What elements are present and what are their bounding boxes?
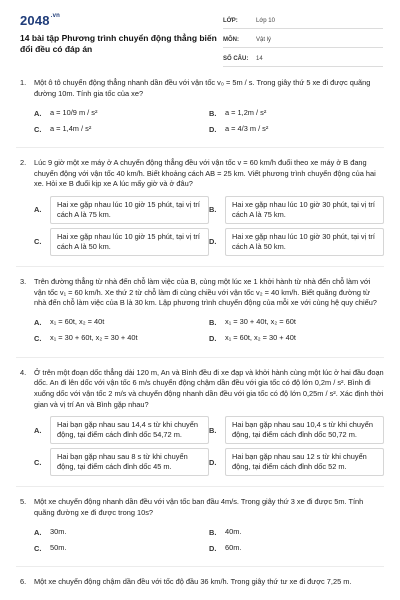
brand-suffix: .vn — [50, 13, 61, 19]
question-number: 3. — [20, 276, 27, 286]
option-text: a = 10/9 m / s² — [50, 107, 98, 117]
option-d[interactable] — [209, 540, 384, 556]
site-logo[interactable] — [20, 13, 60, 28]
brand-name: 2048 — [20, 13, 50, 28]
meta-class-value: Lớp 10 — [256, 18, 275, 24]
question-text: Một ô tô chuyển động thẳng nhanh dần đều với vận tốc v₀ = 5m / s. Trong giây thứ 5 xe đi được quãng đường 10m. Tính gia tốc của xe? — [34, 78, 371, 98]
option-d[interactable] — [209, 448, 384, 476]
option-text: a = 1,2m / s² — [225, 107, 267, 117]
question-number: 1. — [20, 78, 27, 87]
option-b[interactable] — [209, 315, 384, 331]
option-d[interactable] — [209, 121, 384, 137]
option-c[interactable] — [34, 540, 209, 556]
option-label: B. — [209, 425, 217, 435]
meta-info — [223, 14, 383, 71]
option-b[interactable] — [209, 524, 384, 540]
option-label: A. — [34, 527, 42, 537]
question-number: 2. — [20, 158, 27, 168]
option-text: a = 4/3 m / s² — [225, 123, 269, 133]
option-text: Hai bạn gặp nhau sau 8 s từ khi chuyển động, tại điểm cách đỉnh dốc 45 m. — [50, 448, 209, 476]
option-label: C. — [34, 543, 42, 553]
option-label: A. — [34, 205, 42, 215]
answer-options — [34, 196, 384, 256]
option-text: x₁ = 30 + 40t, x₂ = 60t — [225, 317, 296, 327]
option-d[interactable] — [209, 228, 384, 256]
option-text: Hai xe gặp nhau lúc 10 giờ 30 phút, tại vị trí cách A là 75 km. — [225, 196, 384, 224]
option-c[interactable] — [34, 228, 209, 256]
option-c[interactable] — [34, 448, 209, 476]
option-label: C. — [34, 124, 42, 134]
meta-count-row — [223, 52, 383, 67]
option-b[interactable] — [209, 416, 384, 444]
option-label: B. — [209, 318, 217, 328]
option-text: Hai xe gặp nhau lúc 10 giờ 15 phút, tại vị trí cách A là 75 km. — [50, 196, 209, 224]
option-label: D. — [209, 457, 217, 467]
question-text: Một xe chuyển động nhanh dần đều với vận tốc ban đầu 4m/s. Trong giây thứ 3 xe đi được 5m. Tính quãng đường xe đi được trong 10s? — [34, 497, 364, 517]
option-text: Hai bạn gặp nhau sau 14,4 s từ khi chuyển động, tại điểm cách đỉnh dốc 54,72 m. — [50, 416, 209, 444]
option-label: B. — [209, 108, 217, 118]
question-1 — [16, 78, 384, 137]
option-a[interactable] — [34, 416, 209, 444]
option-text: Hai bạn gặp nhau sau 10,4 s từ khi chuyển động, tại điểm cách đỉnh dốc 50,72 m. — [225, 416, 384, 444]
option-text: x₁ = 60t, x₂ = 40t — [50, 317, 105, 327]
question-list — [0, 78, 400, 598]
option-a[interactable] — [34, 196, 209, 224]
option-text: 60m. — [225, 543, 242, 553]
option-text: 50m. — [50, 543, 67, 553]
option-text: Hai bạn gặp nhau sau 12 s từ khi chuyển động, tại điểm cách đỉnh dốc 52 m. — [225, 448, 384, 476]
option-text: x₁ = 30 + 60t, x₂ = 30 + 40t — [50, 333, 138, 343]
option-label: D. — [209, 543, 217, 553]
answer-options — [34, 416, 384, 476]
option-text: Hai xe gặp nhau lúc 10 giờ 30 phút, tại vị trí cách A là 50 km. — [225, 228, 384, 256]
option-label: B. — [209, 527, 217, 537]
option-label: A. — [34, 108, 42, 118]
question-3 — [16, 277, 384, 347]
option-text: a = 1,4m / s² — [50, 123, 92, 133]
option-text: x₁ = 60t, x₂ = 30 + 40t — [225, 333, 296, 343]
question-number: 6. — [20, 577, 27, 587]
option-text: 40m. — [225, 527, 242, 537]
meta-count-label: SỐ CÂU: — [223, 56, 249, 62]
option-label: D. — [209, 334, 217, 344]
meta-class-row — [223, 14, 383, 29]
option-label: C. — [34, 334, 42, 344]
option-label: D. — [209, 124, 217, 134]
option-label: D. — [209, 237, 217, 247]
question-text: Lúc 9 giờ một xe máy ở A chuyển động thẳng đều với vận tốc v = 60 km/h đuổi theo xe máy ở B đang chuyển động với vận tốc 40 km/h. Biết khoảng cách AB = 25 km. Viết phương trình chuyển động của hai xe. Hỏi xe B đuổi kịp xe A lúc mấy giờ và ở đâu? — [34, 158, 376, 189]
question-5 — [16, 497, 384, 556]
question-text: Ở trên một đoạn dốc thẳng dài 120 m, An và Bình đều đi xe đạp và khởi hành cùng một lúc ở hai đầu đoạn dốc. An đi lên dốc với vận tốc 6 m/s chuyển động chậm dần đều với gia tốc có độ lớn 0,2m / s². Bình đi xuống dốc với vận tốc 2 m/s và chuyển động nhanh dần đều với gia tốc có độ lớn 0,25m / s². Xác định thời gian và vị trí An và Bình gặp nhau? — [34, 367, 384, 409]
option-a[interactable] — [34, 105, 209, 121]
answer-options — [34, 105, 384, 137]
document-header — [0, 0, 400, 62]
meta-count-value: 14 — [256, 56, 263, 62]
question-number: 5. — [20, 497, 27, 507]
option-label: B. — [209, 205, 217, 215]
option-label: C. — [34, 457, 42, 467]
question-4 — [16, 368, 384, 476]
question-number: 4. — [20, 367, 27, 377]
meta-class-label: LỚP: — [223, 18, 238, 24]
option-label: C. — [34, 237, 42, 247]
answer-options — [34, 315, 384, 347]
question-text: Một xe chuyển động chậm dần đều với tốc độ đầu 36 km/h. Trong giây thứ tư xe đi được 7,25 m. — [34, 577, 352, 587]
meta-subject-value: Vật lý — [256, 37, 272, 43]
meta-subject-label: MÔN: — [223, 37, 239, 43]
option-b[interactable] — [209, 105, 384, 121]
document-title: 14 bài tập Phương trình chuyển động thẳng biến đổi đều có đáp án — [20, 33, 217, 54]
divider — [16, 147, 384, 148]
option-a[interactable] — [34, 524, 209, 540]
divider — [16, 566, 384, 567]
option-d[interactable] — [209, 331, 384, 347]
answer-options — [34, 524, 384, 556]
question-6 — [16, 577, 384, 588]
option-b[interactable] — [209, 196, 384, 224]
option-label: A. — [34, 318, 42, 328]
option-text: Hai xe gặp nhau lúc 10 giờ 15 phút, tại vị trí cách A là 50 km. — [50, 228, 209, 256]
meta-subject-row — [223, 33, 383, 48]
question-2 — [16, 158, 384, 256]
option-text: 30m. — [50, 527, 67, 537]
divider — [16, 486, 384, 487]
divider — [16, 266, 384, 267]
option-a[interactable] — [34, 315, 209, 331]
option-c[interactable] — [34, 121, 209, 137]
option-c[interactable] — [34, 331, 209, 347]
option-label: A. — [34, 425, 42, 435]
divider — [16, 357, 384, 358]
question-text: Trên đường thẳng từ nhà đến chỗ làm việc của B, cùng một lúc xe 1 khởi hành từ nhà đến chỗ làm với vận tốc v₁ = 60 km/h. Xe thứ 2 từ chỗ làm đi cùng chiều với vận tốc v₂ = 40 km/h. Biết quãng đường từ nhà đến chỗ làm việc của B là 30 km. Lập phương trình chuyển động của mỗi xe với cùng hệ quy chiếu? — [34, 276, 377, 308]
